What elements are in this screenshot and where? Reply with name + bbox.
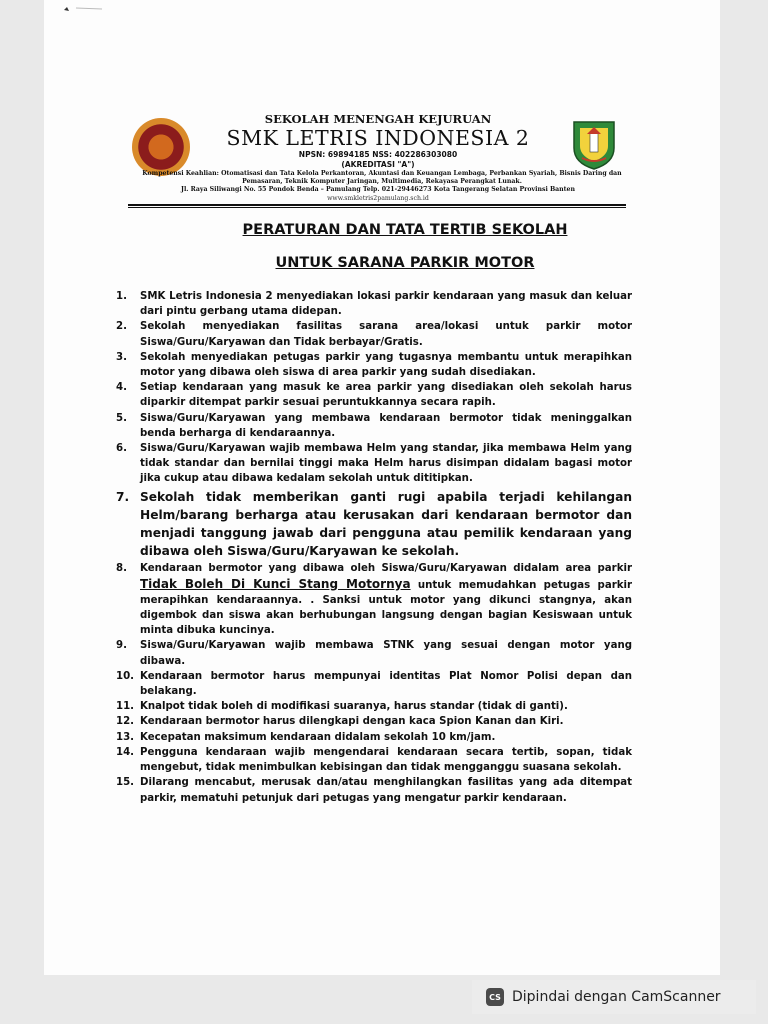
rule-text: Sekolah menyediakan fasilitas sarana area/lokasi untuk parkir motor Siswa/Guru/Karyawan dan Tidak berbayar/Gratis. — [140, 321, 632, 348]
accreditation: (AKREDITASI "A") — [341, 160, 415, 169]
rule-number: 7. — [116, 489, 130, 504]
rule-number: 12. — [116, 716, 135, 728]
rule-text: Kendaraan bermotor harus dilengkapi dengan kaca Spion Kanan dan Kiri. — [140, 716, 564, 728]
rule-item — [116, 699, 632, 714]
rule-text: Kendaraan bermotor harus mempunyai identitas Plat Nomor Polisi depan dan belakang. — [140, 670, 632, 698]
rule-item — [116, 289, 632, 319]
rule-item — [116, 411, 632, 441]
rule-text: Pengguna kendaraan wajib mengendarai kendaraan secara tertib, sopan, tidak mengebut, tidak menimbulkan kebisingan dan tidak mengganggu suasana sekolah. — [140, 746, 632, 774]
document-subtitle: UNTUK SARANA PARKIR MOTOR — [275, 255, 535, 271]
rule-number: 15. — [116, 777, 135, 789]
rule-number: 6. — [116, 443, 127, 455]
rule-item — [116, 380, 632, 410]
rule-item — [116, 488, 632, 561]
rule-text: Sekolah tidak memberikan ganti rugi apabila terjadi kehilangan Helm/barang berharga atau kerusakan dari kendaraan bermotor dan menjadi tanggung jawab dari pengguna atau pemilik kendaraan yang dibawa oleh Siswa/Guru/Karyawan ke sekolah. — [140, 489, 632, 559]
rule-item — [116, 319, 632, 349]
rule-item — [116, 745, 632, 775]
letterhead-divider — [128, 204, 626, 206]
rule-item — [116, 350, 632, 380]
letterhead-divider-thin — [128, 207, 626, 208]
rule-number: 11. — [116, 701, 135, 713]
rule-item — [116, 730, 632, 745]
rule-text: Knalpot tidak boleh di modifikasi suaranya, harus standar (tidak di ganti). — [140, 701, 568, 713]
rule-number: 3. — [116, 351, 127, 363]
rule-number: 1. — [116, 291, 127, 302]
rule-item — [116, 714, 632, 729]
rule-number: 2. — [116, 321, 127, 333]
rule-number: 10. — [116, 670, 135, 682]
rule-item — [116, 669, 632, 699]
rule-text: Siswa/Guru/Karyawan wajib membawa STNK yang sesuai dengan motor yang dibawa. — [140, 640, 632, 667]
competencies: Kompetensi Keahlian: Otomatisasi dan Tata Kelola Perkantoran, Akuntasi dan Keuangan Lembaga, Perbankan Syariah, Bisnis Daring dan Pemasaran, Teknik Komputer Jaringan, Multimedia, Rekayasa Perangkat Lunak. — [142, 170, 622, 185]
rule-text-pre: Kendaraan bermotor yang dibawa oleh Siswa/Guru/Karyawan didalam area parkir — [140, 563, 632, 575]
school-website: www.smkletris2pamulang.sch.id — [327, 195, 429, 202]
rule-text-post: untuk memudahkan petugas parkir merapihkan kendaraannya. . Sanksi untuk motor yang dikunci stangnya, akan digembok dan siswa akan berhubungan langsung dengan bagian Kesiswaan untuk minta dibuka kuncinya. — [140, 579, 633, 637]
letterhead — [128, 112, 628, 208]
scan-artifact-mark — [62, 4, 106, 14]
camscanner-text: Dipindai dengan CamScanner — [512, 989, 721, 1005]
rule-number: 9. — [116, 640, 127, 652]
rule-number: 4. — [116, 382, 127, 394]
rule-text: SMK Letris Indonesia 2 menyediakan lokasi parkir kendaraan yang masuk dan keluar dari pintu gerbang utama didepan. — [140, 291, 632, 318]
rule-number: 13. — [116, 731, 135, 743]
rule-number: 14. — [116, 746, 135, 758]
school-type: SEKOLAH MENENGAH KEJURUAN — [264, 112, 492, 126]
rule-text: Dilarang mencabut, merusak dan/atau menghilangkan fasilitas yang ada ditempat parkir, mematuhi petunjuk dari petugas yang mengatur parkir kendaraan. — [140, 777, 632, 804]
rule-item — [116, 638, 632, 668]
rule-text-highlight: Tidak Boleh Di Kunci Stang Motornya — [140, 576, 411, 591]
rule-item — [116, 441, 632, 487]
rule-number: 8. — [116, 563, 127, 575]
school-name: SMK LETRIS INDONESIA 2 — [226, 126, 530, 150]
school-address: Jl. Raya Siliwangi No. 55 Pondok Benda – Pamulang Telp. 021-29446273 Kota Tangerang Selatan Provinsi Banten — [181, 186, 575, 193]
rule-text: Siswa/Guru/Karyawan yang membawa kendaraan bermotor tidak meninggalkan benda berharga di kendaraannya. — [140, 412, 632, 439]
camscanner-icon: CS — [486, 988, 504, 1006]
school-ids: NPSN: 69894185 NSS: 402286303080 — [298, 150, 458, 159]
document-title: PERATURAN DAN TATA TERTIB SEKOLAH — [242, 222, 568, 238]
rule-text: Setiap kendaraan yang masuk ke area parkir yang disediakan oleh sekolah harus diparkir ditempat parkir sesuai peruntukkannya secara rapih. — [140, 382, 632, 409]
camscanner-watermark — [472, 980, 756, 1014]
rules-list — [116, 289, 632, 806]
rule-text: Sekolah menyediakan petugas parkir yang tugasnya membantu untuk merapihkan motor yang dibawa oleh siswa di area parkir yang sudah disediakan. — [140, 351, 632, 379]
rule-text: Siswa/Guru/Karyawan wajib membawa Helm yang standar, jika membawa Helm yang tidak standar dan bernilai tinggi maka Helm harus disimpan didalam bagasi motor jika cukup atau dibawa kedalam sekolah untuk dititipkan. — [140, 443, 632, 485]
rule-item — [116, 775, 632, 805]
rule-text: Kecepatan maksimum kendaraan didalam sekolah 10 km/jam. — [140, 731, 496, 743]
rule-number: 5. — [116, 412, 127, 424]
rule-item — [116, 561, 632, 638]
